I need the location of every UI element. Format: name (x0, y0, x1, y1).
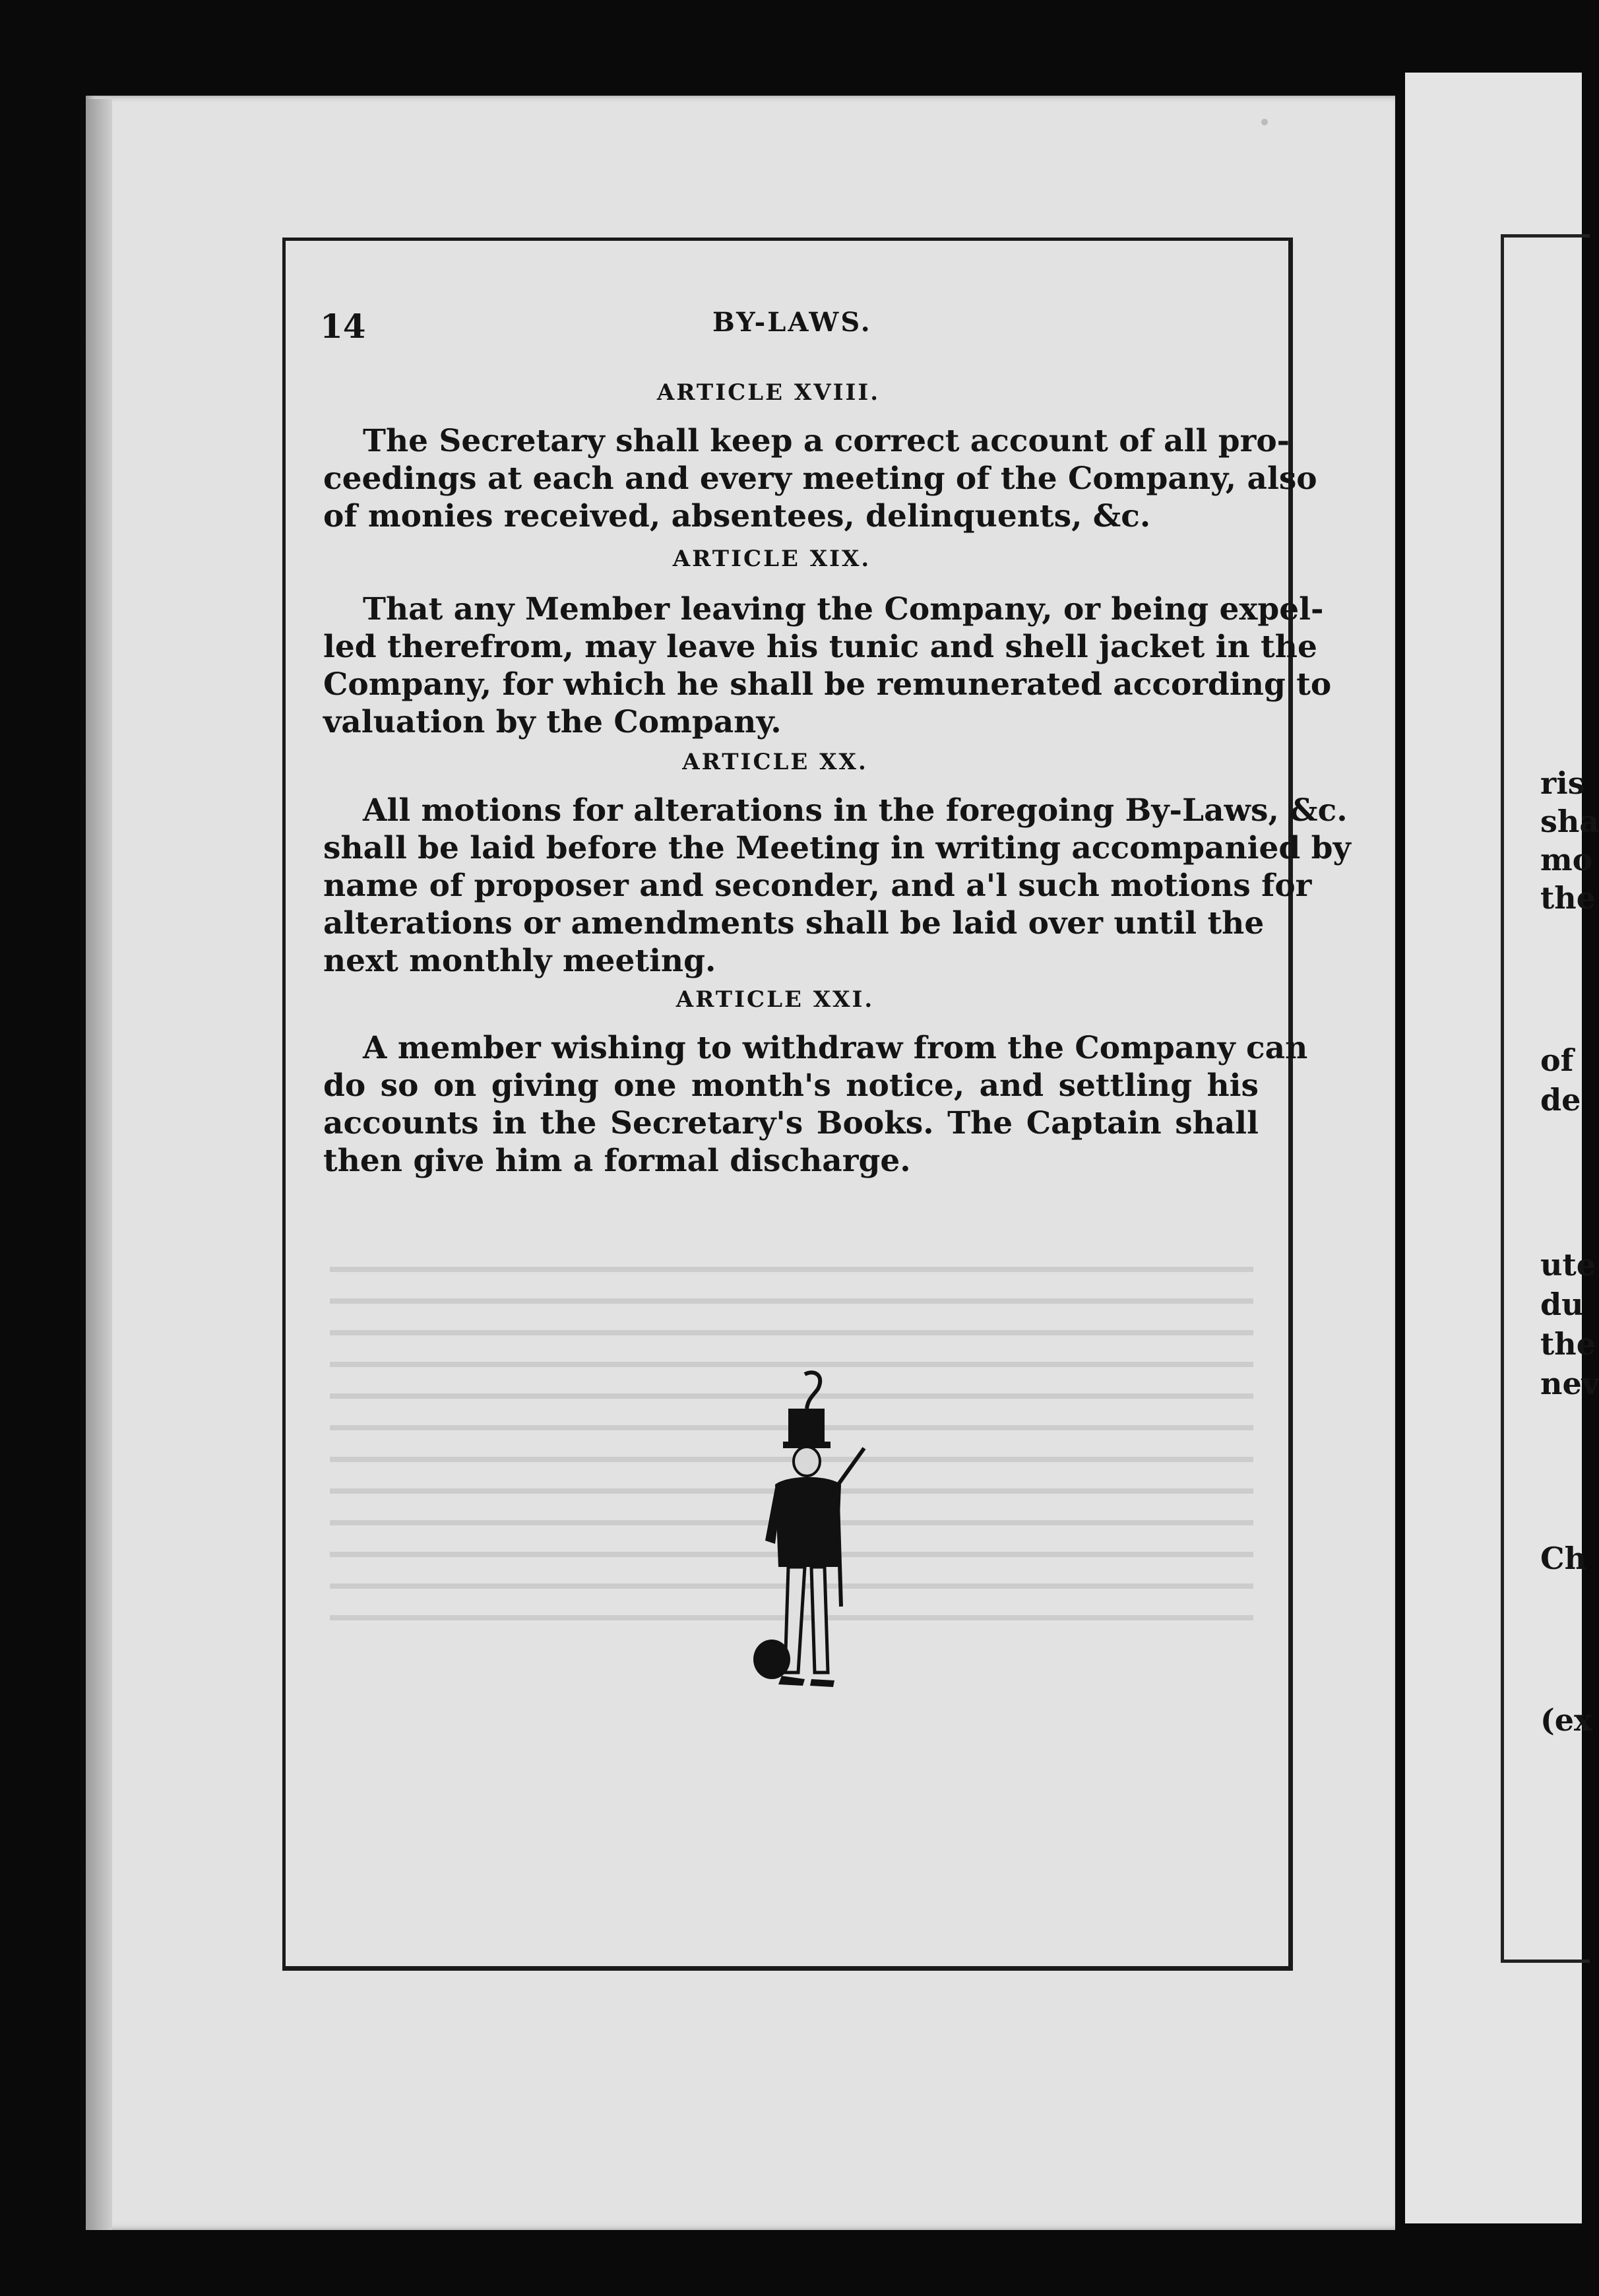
article-heading: ARTICLE XXI. (675, 986, 875, 1013)
soldier-figure-icon (742, 1369, 874, 1699)
text-line: next monthly meeting. (323, 943, 716, 979)
article-heading: ARTICLE XVIII. (656, 379, 881, 406)
text-line: That any Member leaving the Company, or being expel- (363, 591, 1324, 627)
adjacent-page-fragment: of (1540, 1042, 1574, 1078)
running-head: BY-LAWS. (712, 307, 872, 338)
text-line: shall be laid before the Meeting in writing accompanied by (323, 830, 1351, 866)
text-line: valuation by the Company. (323, 704, 782, 740)
text-line: alterations or amendments shall be laid over until the (323, 905, 1265, 941)
adjacent-page-fragment: mo (1540, 842, 1593, 877)
adjacent-page-fragment: ris (1540, 765, 1585, 801)
text-line: ceedings at each and every meeting of the Company, also (323, 461, 1317, 497)
paper-speck (1261, 119, 1268, 125)
article-heading: ARTICLE XX. (682, 749, 868, 775)
article-text (323, 1029, 1308, 1180)
text-line: led therefrom, may leave his tunic and shell jacket in the (323, 629, 1317, 665)
adjacent-page-fragment: ute (1540, 1247, 1596, 1283)
page-edge-stack (86, 99, 112, 2230)
page-number: 14 (320, 307, 366, 346)
adjacent-page-fragment: sha (1540, 804, 1599, 839)
text-line: accounts in the Secretary's Books. The Captain shall (323, 1105, 1259, 1141)
text-line: The Secretary shall keep a correct account of all pro- (363, 423, 1290, 459)
adjacent-page-fragment: the (1540, 880, 1596, 916)
text-line: All motions for alterations in the foregoing By-Laws, &c. (363, 792, 1348, 829)
adjacent-page-fragment: de (1540, 1082, 1581, 1118)
adjacent-page-fragment: nev (1540, 1366, 1599, 1401)
adjacent-page-fragment: Ch (1540, 1541, 1587, 1576)
adjacent-page-fragment: (ex (1540, 1702, 1592, 1738)
text-line: of monies received, absentees, delinquents, &c. (323, 498, 1151, 534)
article-text (323, 792, 1351, 980)
text-line: Company, for which he shall be remunerated according to (323, 666, 1332, 703)
adjacent-page-fragment: du (1540, 1287, 1584, 1322)
text-line: then give him a formal discharge. (323, 1143, 911, 1179)
article-heading: ARTICLE XIX. (672, 546, 871, 572)
text-line: A member wishing to withdraw from the Company can (363, 1030, 1308, 1066)
article-text (323, 590, 1332, 741)
adjacent-page-fragment: the (1540, 1326, 1596, 1362)
article-text (323, 422, 1317, 535)
text-line: name of proposer and seconder, and a'l such motions for (323, 868, 1312, 904)
text-line: do so on giving one month's notice, and settling his (323, 1068, 1259, 1104)
